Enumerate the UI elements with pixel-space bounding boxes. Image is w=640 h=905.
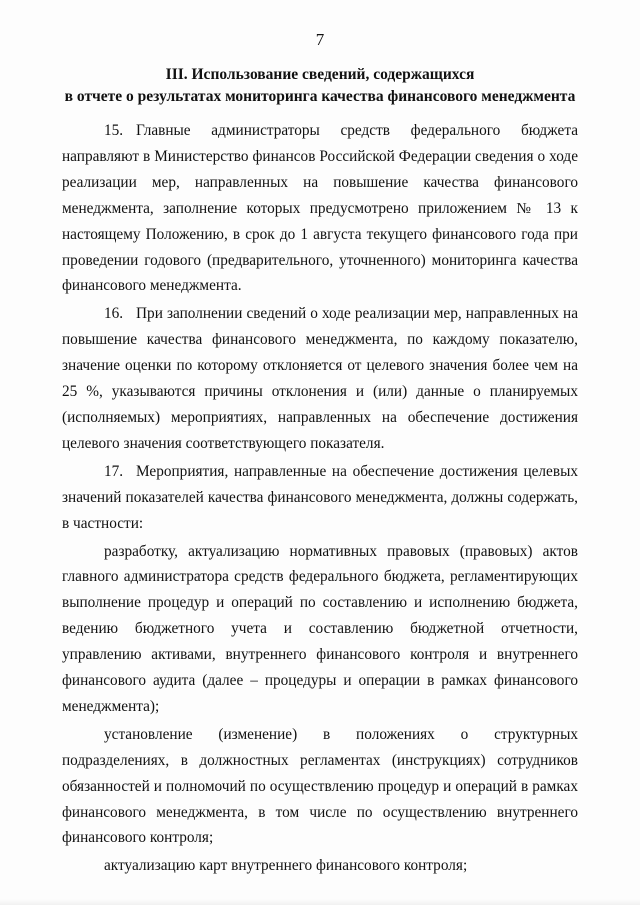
section-title-line-1: III. Использование сведений, содержащихся (165, 66, 475, 83)
list-item: актуализацию карт внутреннего финансового контроля; (104, 857, 468, 875)
paragraph-text: Главные администраторы средств федерального бюджета направляют в Министерство финансов Российской Федерации сведения о ходе реализации мер, направленных на повышение качества финансового менеджмента, заполнение которых предусмотрено приложением № 13 к настоящему Положению, в срок до 1 августа текущего финансового года при проведении годового (предварительного, уточненного) мониторинга качества финансового менеджмента. (62, 122, 578, 295)
document-body (62, 118, 578, 879)
paragraph-number: 15. (104, 122, 124, 139)
section-title (40, 64, 600, 108)
paragraph-15 (62, 118, 578, 299)
paragraph-text: Мероприятия, направленные на обеспечение достижения целевых значений показателей качества финансового менеджмента, должны содержать, в частности: (62, 462, 578, 532)
list-item: установление (изменение) в положениях о структурных подразделениях, в должностных регламентах (инструкциях) сотрудников обязанностей и полномочий по осуществлению процедур и операций в рамках финансового менеджмента, в том числе по осуществлению внутреннего финансового контроля; (62, 725, 578, 847)
paragraph-text: При заполнении сведений о ходе реализации мер, направленных на повышение качества финансового менеджмента, по каждому показателю, значение оценки по которому отклоняется от целевого значения более чем на 25 %, указываются причины отклонения и (или) данные о планируемых (исполняемых) мероприятиях, направленных на обеспечение достижения целевого значения соответствующего показателя. (62, 305, 578, 452)
paragraph-number: 17. (104, 462, 124, 480)
page-edge-shadow (0, 899, 640, 905)
page-number: 7 (315, 30, 325, 49)
section-title-line-2: в отчете о результатах мониторинга качества финансового менеджмента (64, 88, 576, 105)
paragraph-16 (62, 301, 578, 456)
paragraph-number: 16. (104, 305, 124, 323)
paragraph-17 (62, 459, 578, 537)
list-item: разработку, актуализацию нормативных правовых (правовых) актов главного администратора средств федерального бюджета, регламентирующих выполнение процедур и операций по составлению и исполнению бюджета, ведению бюджетного учета и составлению бюджетной отчетности, управлению активами, внутреннего финансового контроля и внутреннего финансового аудита (далее – процедуры и операции в рамках финансового менеджмента); (62, 542, 578, 715)
